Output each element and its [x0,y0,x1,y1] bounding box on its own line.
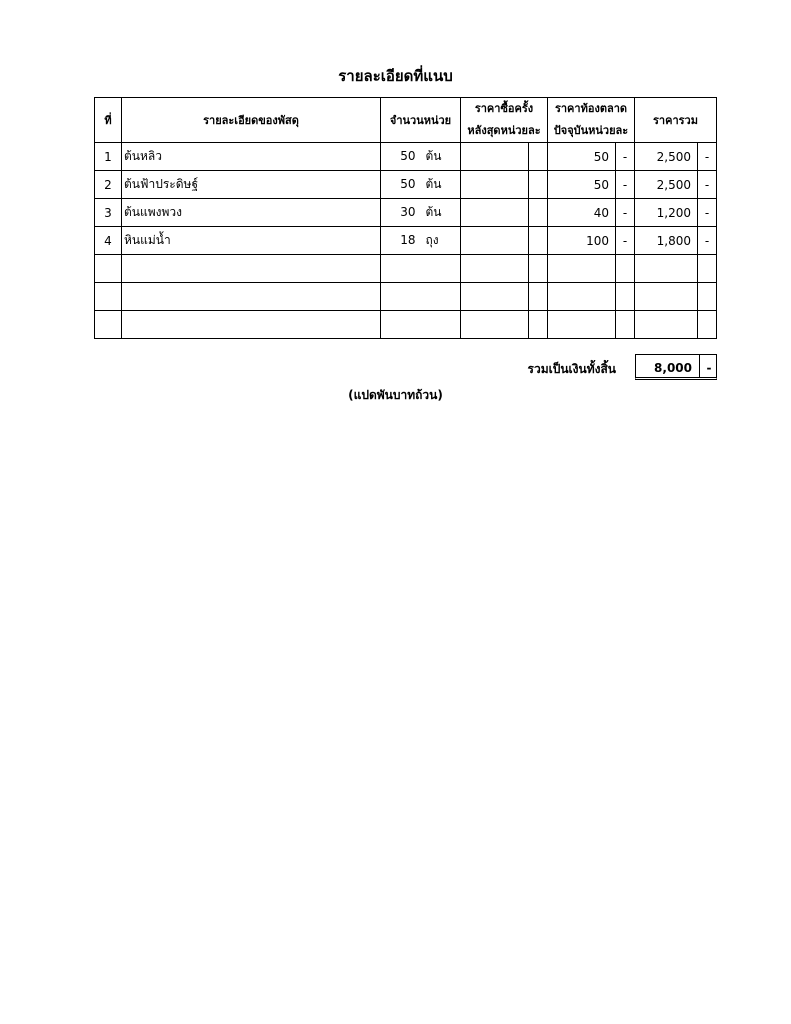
row-total: 2,500 [635,143,698,171]
row-total: 1,200 [635,199,698,227]
grand-total-divider [699,355,700,378]
header-market-price [548,98,635,143]
row-market-price: 50 [548,143,616,171]
empty-cell [381,311,461,339]
row-last-price [461,171,529,199]
row-total: 1,800 [635,227,698,255]
empty-cell [381,255,461,283]
row-market-price: 100 [548,227,616,255]
row-market-price-dash: - [616,171,635,199]
empty-cell [635,255,698,283]
row-no: 3 [95,199,122,227]
item-table [94,97,717,339]
row-qty [381,143,461,171]
row-no: 1 [95,143,122,171]
row-last-price [461,227,529,255]
row-no: 4 [95,227,122,255]
row-last-price-dash [529,227,548,255]
row-total-dash: - [698,171,717,199]
empty-row [95,255,717,283]
table-row [95,227,717,255]
row-qty-value: 18 [400,233,416,247]
empty-cell [616,255,635,283]
grand-total-dash: - [706,361,712,375]
empty-cell [548,311,616,339]
grand-total-box [635,354,717,380]
row-qty-unit: ต้น [425,149,442,163]
empty-cell [635,311,698,339]
row-total-dash: - [698,227,717,255]
row-detail: ต้นฟ้าประดิษฐ์ [122,171,381,199]
empty-cell [95,283,122,311]
header-market-price-line2: ปัจจุบันหน่วยละ [553,124,629,137]
row-last-price-dash [529,199,548,227]
empty-cell [529,283,548,311]
header-total: ราคารวม [635,98,717,143]
header-row [95,98,717,143]
row-qty [381,171,461,199]
grand-total-value: 8,000 [654,361,692,375]
row-qty [381,199,461,227]
row-qty-unit: ถุง [425,233,439,247]
amount-in-words: (แปดพันบาทถ้วน) [348,388,443,402]
header-qty: จำนวนหน่วย [381,98,461,143]
row-market-price-dash: - [616,199,635,227]
empty-cell [635,283,698,311]
row-no: 2 [95,171,122,199]
row-last-price [461,199,529,227]
empty-cell [95,255,122,283]
grand-total-label: รวมเป็นเงินทั้งสิ้น [527,362,616,376]
row-last-price-dash [529,171,548,199]
header-last-price [461,98,548,143]
row-qty-value: 50 [400,177,416,191]
row-qty-value: 30 [400,205,416,219]
header-market-price-line1: ราคาท้องตลาด [554,102,628,115]
row-total: 2,500 [635,171,698,199]
empty-row [95,311,717,339]
row-market-price: 50 [548,171,616,199]
empty-cell [461,283,529,311]
empty-cell [698,255,717,283]
row-last-price [461,143,529,171]
empty-cell [529,255,548,283]
empty-row [95,283,717,311]
row-qty-unit: ต้น [425,177,442,191]
header-detail: รายละเอียดของพัสดุ [122,98,381,143]
row-market-price: 40 [548,199,616,227]
empty-cell [381,283,461,311]
empty-cell [548,255,616,283]
header-last-price-line1: ราคาซื้อครั้ง [474,102,534,115]
row-market-price-dash: - [616,227,635,255]
table-row [95,199,717,227]
empty-cell [529,311,548,339]
empty-cell [698,283,717,311]
row-detail: ต้นแพงพวง [122,199,381,227]
empty-cell [461,255,529,283]
header-no: ที่ [95,98,122,143]
row-detail: หินแม่น้ำ [122,227,381,255]
row-detail: ต้นหลิว [122,143,381,171]
document-title: รายละเอียดที่แนบ [338,67,453,85]
empty-cell [122,255,381,283]
header-last-price-line2: หลังสุดหน่วยละ [467,124,541,137]
empty-cell [616,311,635,339]
row-qty-value: 50 [400,149,416,163]
empty-cell [122,283,381,311]
row-total-dash: - [698,199,717,227]
row-last-price-dash [529,143,548,171]
empty-cell [548,283,616,311]
empty-cell [461,311,529,339]
row-qty [381,227,461,255]
table-row [95,143,717,171]
row-market-price-dash: - [616,143,635,171]
empty-cell [616,283,635,311]
empty-cell [698,311,717,339]
row-total-dash: - [698,143,717,171]
table-row [95,171,717,199]
row-qty-unit: ต้น [425,205,442,219]
empty-cell [95,311,122,339]
empty-cell [122,311,381,339]
